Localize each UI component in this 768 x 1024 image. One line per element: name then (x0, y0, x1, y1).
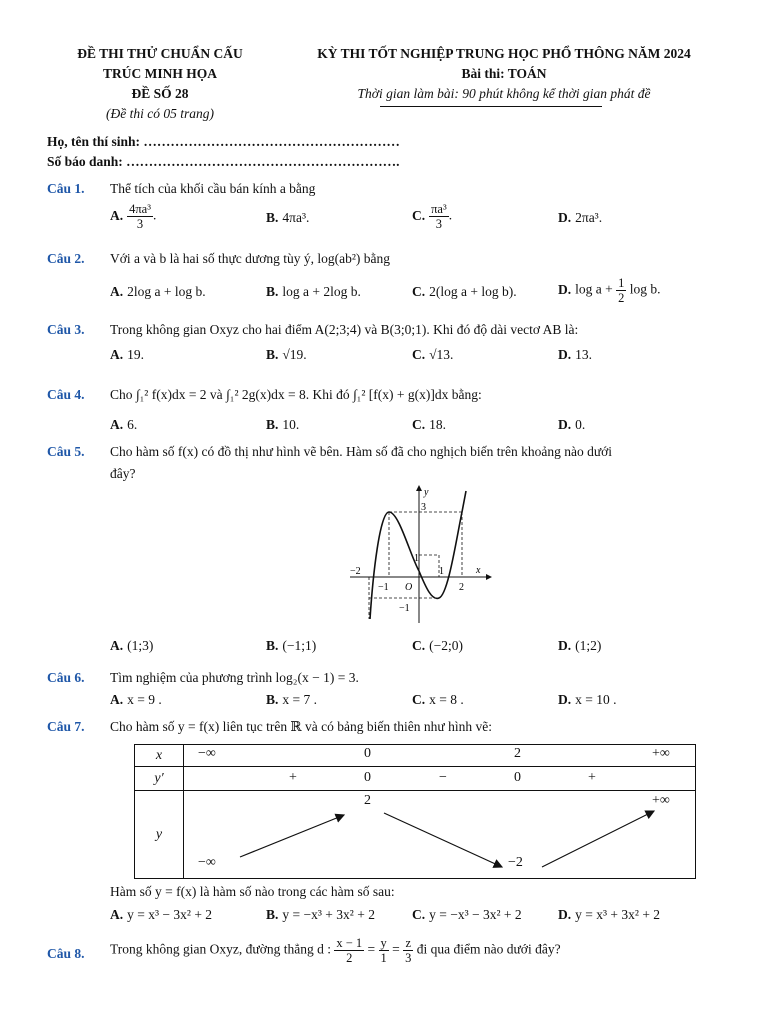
header-left-title-1: ĐỀ THI THỬ CHUẨN CẤU (77, 46, 243, 61)
sign-zero-2: 0 (514, 770, 521, 785)
candidate-name-field[interactable]: Họ, tên thí sinh: ………………………………………………… (47, 134, 400, 149)
tick-x-minus1: −1 (378, 582, 389, 593)
question-text-cont: đây? (110, 466, 136, 481)
sign-minus: − (439, 770, 447, 785)
option-b[interactable]: B. x = 7 . (266, 692, 318, 707)
exam-number: ĐỀ SỐ 28 (131, 86, 189, 101)
question-text: Trong không gian Oxyz, đường thẳng d : $\frac{x - 1}{2}$ = $\frac{y}{1}$ = $\frac{z}{3}$ đi qua điểm nào dưới đây? (110, 936, 561, 965)
tick-y-3: 3 (421, 502, 426, 513)
arrow-up-2 (542, 811, 654, 867)
question-label: Câu 6. (47, 670, 85, 685)
option-d[interactable]: D. 2πa³. (558, 210, 603, 225)
question-label: Câu 4. (47, 387, 85, 402)
question-label: Câu 5. (47, 444, 85, 459)
option-d[interactable]: D. x = 10 . (558, 692, 617, 707)
question-label: Câu 3. (47, 322, 85, 337)
axis-x-label: x (476, 565, 481, 576)
origin-label: O (405, 582, 413, 593)
exam-header-left (40, 44, 280, 124)
option-b[interactable]: B. √19. (266, 347, 307, 362)
option-c[interactable]: C. 2(log a + log b). (412, 284, 517, 299)
option-d[interactable]: D. log a + $\frac{1}{2}$ log b. (558, 276, 661, 305)
question-text: Cho hàm số f(x) có đồ thị như hình vẽ bên. Hàm số đã cho nghịch biến trên khoảng nào dưới (110, 444, 613, 459)
option-a[interactable]: A. 6. (110, 417, 138, 432)
option-d[interactable]: D. 13. (558, 347, 592, 362)
x-two: 2 (514, 746, 521, 761)
question-label: Câu 7. (47, 719, 85, 734)
y-max: 2 (364, 793, 371, 808)
tick-y-1: 1 (414, 553, 419, 564)
candidate-id-field[interactable]: Số báo danh: ……………………………………………………. (47, 154, 400, 169)
arrow-up-1 (240, 815, 344, 857)
option-a[interactable]: A. y = x³ − 3x² + 2 (110, 907, 213, 922)
x-neg-inf: −∞ (198, 746, 216, 761)
option-b[interactable]: B. y = −x³ + 3x² + 2 (266, 907, 375, 922)
row-y-header: y (135, 791, 184, 879)
tick-x-1: 1 (439, 566, 444, 577)
pages-note: (Đề thi có 05 trang) (106, 106, 214, 121)
variation-arrows (184, 791, 696, 879)
question-label: Câu 1. (47, 181, 85, 196)
subject: Bài thi: TOÁN (461, 66, 547, 81)
x-axis-arrow (486, 574, 492, 580)
option-b[interactable]: B. (−1;1) (266, 638, 317, 653)
question-text: Thể tích của khối cầu bán kính a bằng (110, 181, 316, 196)
question-text-cont: Hàm số y = f(x) là hàm số nào trong các hàm số sau: (110, 884, 395, 899)
arrow-down (384, 813, 502, 867)
exam-title: KỲ THI TỐT NGHIỆP TRUNG HỌC PHỔ THÔNG NĂM 2024 (317, 46, 691, 61)
time-note: Thời gian làm bài: 90 phút không kể thời gian phát đề (357, 86, 651, 101)
axis-y-label: y (424, 487, 429, 498)
header-left-title-2: TRÚC MINH HỌA (103, 66, 217, 81)
header-underline (380, 106, 602, 107)
option-d[interactable]: D. (1;2) (558, 638, 602, 653)
variation-table (134, 744, 696, 879)
function-graph (342, 483, 492, 628)
option-c-num: πa³ (431, 202, 447, 216)
option-a[interactable]: A. (1;3) (110, 638, 154, 653)
question-text: Tìm nghiệm của phương trình log₂(x − 1) = 3. (110, 670, 359, 685)
tick-y-minus1: −1 (399, 603, 410, 614)
question-text: Với a và b là hai số thực dương tùy ý, log(ab²) bằng (110, 251, 391, 266)
sign-zero-1: 0 (364, 770, 371, 785)
option-a-den: 3 (136, 217, 144, 231)
option-c-den: 3 (435, 217, 443, 231)
exam-header-right (284, 44, 724, 104)
y-axis-arrow (416, 485, 422, 491)
row-x-header: x (135, 745, 184, 767)
question-text: Cho ∫₁² f(x)dx = 2 và ∫₁² 2g(x)dx = 8. Khi đó ∫₁² [f(x) + g(x)]dx bằng: (110, 387, 482, 402)
option-a-num: 4πa³ (129, 202, 151, 216)
option-c[interactable]: C. (−2;0) (412, 638, 463, 653)
option-b[interactable]: B. log a + 2log b. (266, 284, 361, 299)
option-a[interactable]: A. x = 9 . (110, 692, 162, 707)
sign-plus-2: + (588, 770, 596, 785)
option-c[interactable]: C. √13. (412, 347, 454, 362)
option-c[interactable]: C. x = 8 . (412, 692, 464, 707)
option-b[interactable]: B. 10. (266, 417, 300, 432)
option-c[interactable]: C. y = −x³ − 3x² + 2 (412, 907, 522, 922)
y-pos-inf: +∞ (652, 793, 670, 808)
option-a[interactable]: A. $\frac{\text{4πa³}}{3}$ . (110, 202, 157, 231)
y-min: −2 (508, 855, 523, 870)
question-label: Câu 8. (47, 946, 85, 961)
question-label: Câu 2. (47, 251, 85, 266)
x-pos-inf: +∞ (652, 746, 670, 761)
row-yprime-header: y′ (135, 767, 184, 791)
sign-plus-1: + (289, 770, 297, 785)
option-c[interactable]: C. $\frac{\text{πa³}}{3}$ . (412, 202, 453, 231)
option-d[interactable]: D. 0. (558, 417, 586, 432)
option-a[interactable]: A. 2log a + log b. (110, 284, 206, 299)
option-d[interactable]: D. y = x³ + 3x² + 2 (558, 907, 661, 922)
option-a[interactable]: A. 19. (110, 347, 144, 362)
x-zero: 0 (364, 746, 371, 761)
question-text: Cho hàm số y = f(x) liên tục trên ℝ và có bảng biến thiên như hình vẽ: (110, 719, 492, 734)
tick-x-minus2: −2 (350, 566, 361, 577)
y-neg-inf: −∞ (198, 855, 216, 870)
option-b[interactable]: B. 4πa³. (266, 210, 310, 225)
question-text: Trong không gian Oxyz cho hai điểm A(2;3;4) và B(3;0;1). Khi đó độ dài vectơ AB là: (110, 322, 579, 337)
tick-x-2: 2 (459, 582, 464, 593)
option-c[interactable]: C. 18. (412, 417, 446, 432)
